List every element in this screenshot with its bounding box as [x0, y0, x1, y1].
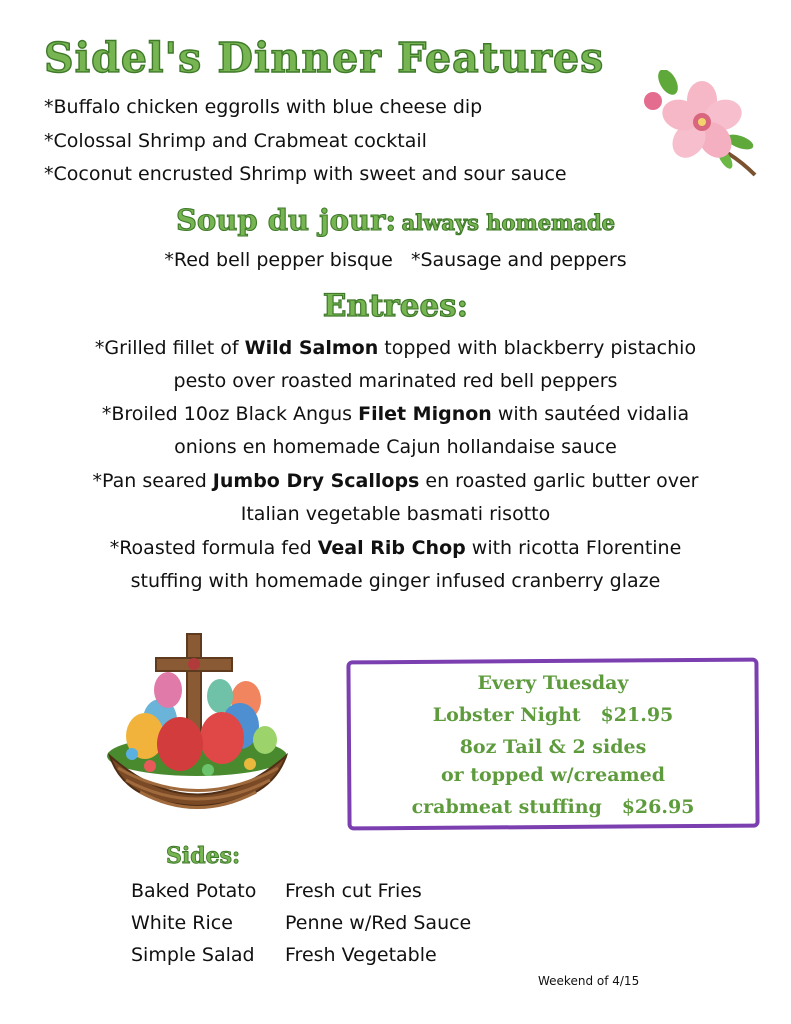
sides-heading: Sides: — [166, 843, 241, 869]
appetizer-item: *Colossal Shrimp and Crabmeat cocktail — [44, 130, 427, 152]
soup-items — [0, 249, 791, 271]
soup-item: *Sausage and peppers — [410, 249, 627, 271]
entree-line — [0, 337, 791, 359]
entree-text: *Broiled 10oz Black Angus — [101, 403, 359, 425]
entree-text: onions en homemade Cajun hollandaise sauce — [174, 436, 617, 458]
entree-line — [0, 436, 791, 458]
entree-text: *Roasted formula fed — [109, 537, 318, 559]
page-title: Sidel's Dinner Features — [44, 34, 605, 82]
entree-line — [0, 503, 791, 525]
appetizer-item: *Coconut encrusted Shrimp with sweet and sour sauce — [44, 163, 567, 185]
soup-heading — [0, 203, 791, 237]
weekend-note: Weekend of 4/15 — [538, 974, 640, 988]
entree-name: Wild Salmon — [244, 337, 379, 359]
entree-name: Jumbo Dry Scallops — [212, 470, 420, 492]
entree-text: *Grilled fillet of — [94, 337, 245, 359]
side-item: Simple Salad — [131, 944, 255, 966]
entree-text: pesto over roasted marinated red bell peppers — [173, 370, 618, 392]
entree-name: Veal Rib Chop — [317, 537, 466, 559]
lobster-line: Lobster Night $21.95 — [432, 704, 674, 726]
entree-name: Filet Mignon — [358, 403, 492, 425]
side-item: Baked Potato — [131, 880, 257, 902]
appetizer-item: *Buffalo chicken eggrolls with blue cheese dip — [44, 96, 483, 118]
entree-line — [0, 570, 791, 592]
lobster-line: or topped w/creamed — [440, 764, 666, 786]
side-item: White Rice — [131, 912, 233, 934]
entree-text: stuffing with homemade ginger infused cranberry glaze — [130, 570, 661, 592]
entree-line — [0, 470, 791, 492]
entree-line — [0, 403, 791, 425]
entree-text: Italian vegetable basmati risotto — [240, 503, 551, 525]
soup-subheading: always homemade — [401, 210, 616, 235]
lobster-line: 8oz Tail & 2 sides — [459, 736, 647, 758]
entree-text: with sautéed vidalia — [491, 403, 690, 425]
entree-text: topped with blackberry pistachio — [378, 337, 697, 359]
side-item: Fresh Vegetable — [285, 944, 437, 966]
soup-item: *Red bell pepper bisque — [164, 249, 393, 271]
entree-text: with ricotta Florentine — [465, 537, 682, 559]
lobster-line: Every Tuesday — [477, 672, 629, 694]
soup-heading-label: Soup du jour: — [175, 203, 397, 237]
side-item: Fresh cut Fries — [285, 880, 422, 902]
entree-line — [0, 537, 791, 559]
entrees-heading: Entrees: — [322, 288, 469, 324]
side-item: Penne w/Red Sauce — [285, 912, 472, 934]
entree-text: *Pan seared — [92, 470, 213, 492]
easter-basket-with-cross-icon — [100, 628, 295, 818]
entree-text: en roasted garlic butter over — [419, 470, 699, 492]
cherry-blossom-icon — [640, 70, 765, 180]
lobster-line: crabmeat stuffing $26.95 — [411, 796, 695, 818]
entree-line — [0, 370, 791, 392]
